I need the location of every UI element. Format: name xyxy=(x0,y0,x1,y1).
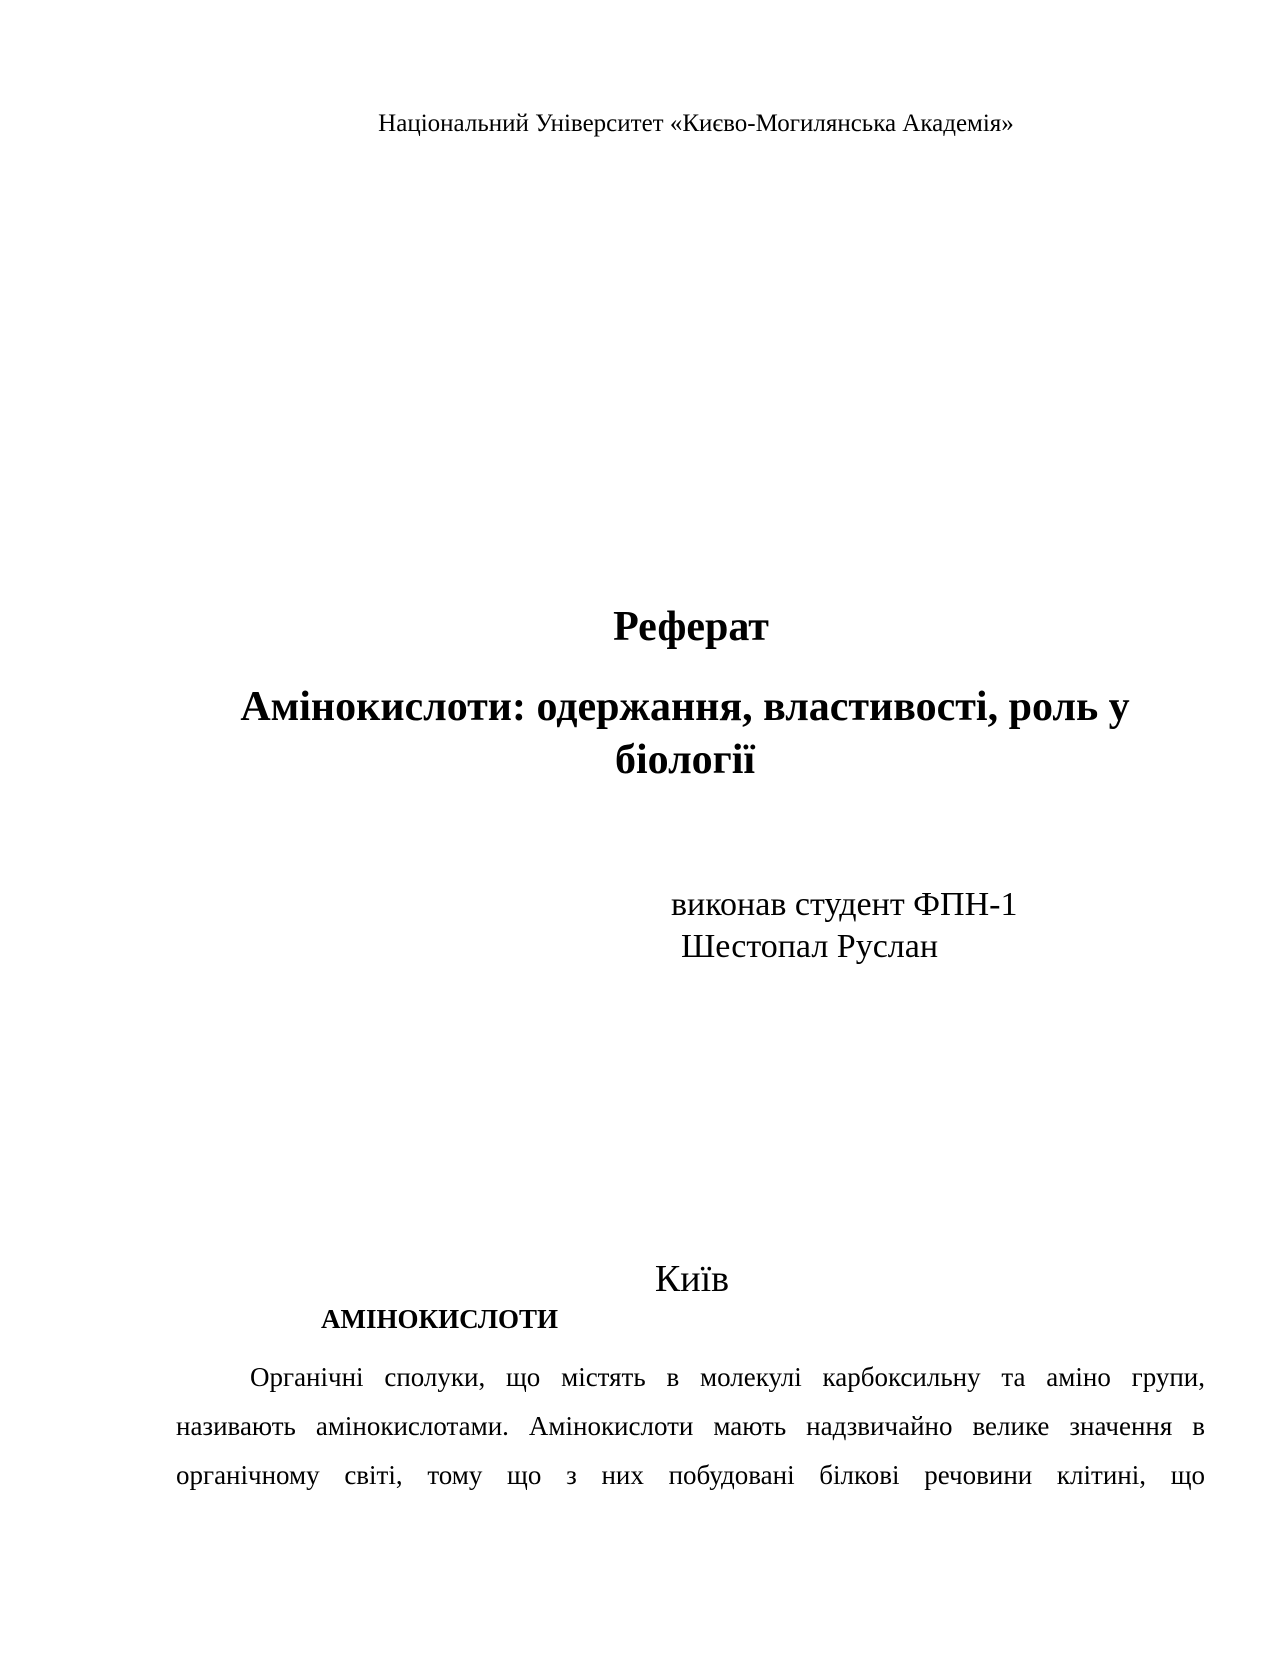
section-heading: АМІНОКИСЛОТИ xyxy=(321,1304,559,1334)
body-line: органічному світі, тому що з них побудовані білкові речовини клітині, що xyxy=(176,1460,1205,1490)
author-name: Шестопал Руслан xyxy=(681,928,939,965)
body-line: називають амінокислотами. Амінокислоти мають надзвичайно велике значення в xyxy=(176,1411,1205,1441)
author-role: виконав студент ФПН-1 xyxy=(671,886,1018,923)
city-name: Київ xyxy=(654,1258,730,1300)
body-paragraph xyxy=(176,1353,1205,1500)
university-name: Національний Університет «Києво-Могилянська Академія» xyxy=(378,110,1014,137)
document-genre: Реферат xyxy=(613,604,769,650)
body-line: Органічні сполуки, що містять в молекулі карбоксильну та аміно групи, xyxy=(250,1362,1205,1392)
document-title: Амінокислоти: одержання, властивості, роль у біології xyxy=(240,684,1130,783)
